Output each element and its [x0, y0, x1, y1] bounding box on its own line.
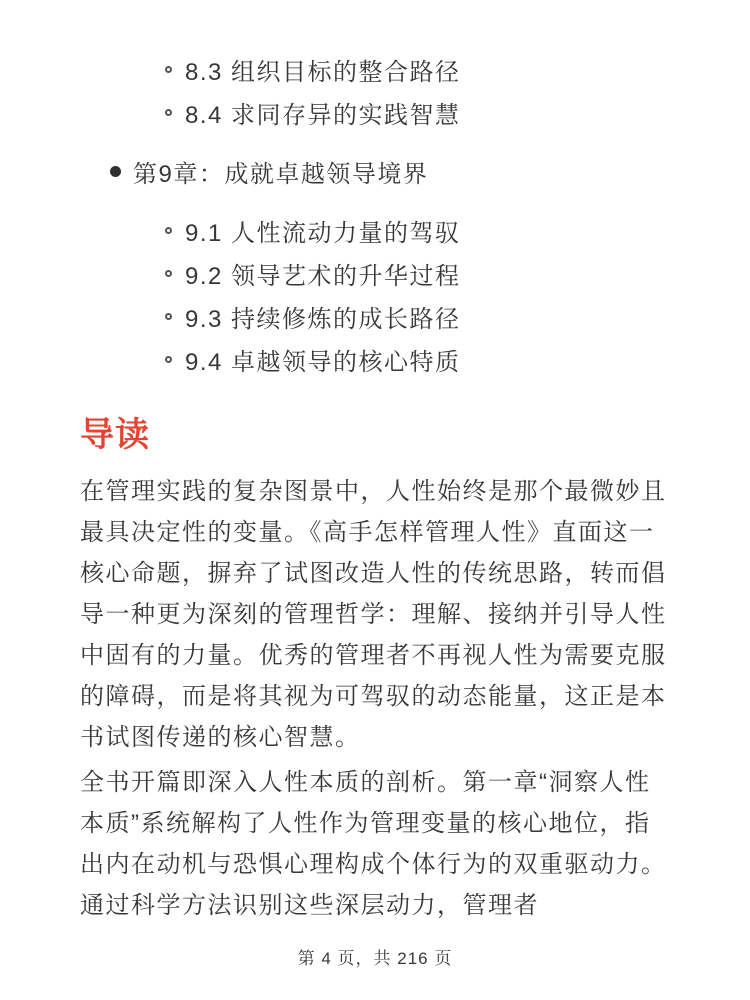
toc-item-label: 8.4 求同存异的实践智慧 [185, 102, 461, 129]
intro-paragraph-1: 在管理实践的复杂图景中，人性始终是那个最微妙且最具决定性的变量。《高手怎样管理人性》直面这一核心命题，摒弃了试图改造人性的传统思路，转而倡导一种更为深刻的管理哲学：理解、接纳并引导人性中固有的力量。优秀的管理者不再视人性为需要克服的障碍，而是将其视为可驾驭的动态能量，这正是本书试图传递的核心智慧。 [80, 478, 667, 751]
toc-item-9-2 [0, 252, 750, 295]
toc-item-9-3 [0, 295, 750, 338]
toc-item-label: 9.1 人性流动力量的驾驭 [185, 220, 461, 247]
toc-item-label: 9.2 领导艺术的升华过程 [185, 263, 461, 290]
hollow-circle-bullet-icon [165, 227, 172, 234]
toc-item-chapter-9 [0, 150, 750, 193]
toc-item-8-4 [0, 91, 750, 134]
hollow-circle-bullet-icon [165, 313, 172, 320]
page-number-indicator: 第 4 页，共 216 页 [297, 949, 453, 968]
toc-item-9-4 [0, 338, 750, 381]
toc-item-label: 9.3 持续修炼的成长路径 [185, 306, 461, 333]
hollow-circle-bullet-icon [165, 66, 172, 73]
toc-item-9-1 [0, 209, 750, 252]
toc-chapter-label: 第9章：成就卓越领导境界 [133, 161, 429, 188]
toc-item-8-3 [0, 48, 750, 91]
filled-disc-bullet-icon [110, 166, 121, 177]
table-of-contents [0, 0, 750, 381]
section-heading-daodu: 导读 [80, 416, 150, 454]
intro-paragraph-2: 全书开篇即深入人性本质的剖析。第一章“洞察人性本质”系统解构了人性作为管理变量的核心地位，指出内在动机与恐惧心理构成个体行为的双重驱动力。通过科学方法识别这些深层动力，管理者 [80, 769, 667, 919]
toc-item-label: 8.3 组织目标的整合路径 [185, 59, 461, 86]
hollow-circle-bullet-icon [165, 356, 172, 363]
toc-item-label: 9.4 卓越领导的核心特质 [185, 349, 461, 376]
hollow-circle-bullet-icon [165, 270, 172, 277]
hollow-circle-bullet-icon [165, 109, 172, 116]
